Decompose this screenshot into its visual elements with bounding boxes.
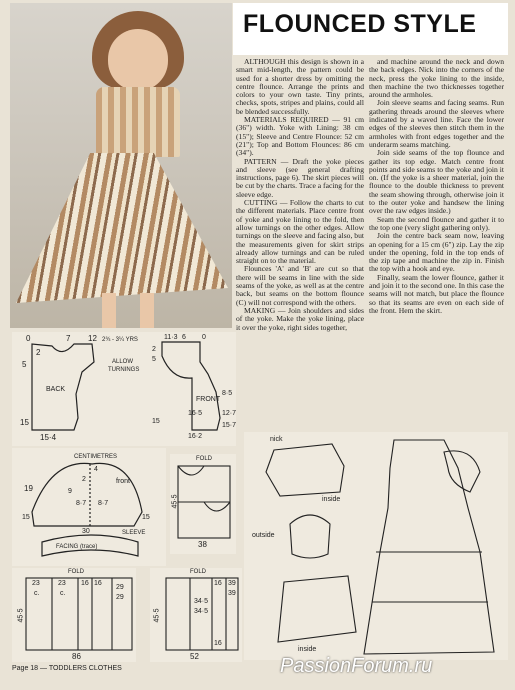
- text-column-1: [236, 58, 364, 332]
- assembly-sketch: [244, 432, 508, 660]
- fold-label: FOLD: [190, 569, 207, 575]
- turnings-label: TURNINGS: [108, 367, 140, 373]
- page-title: FLOUNCED STYLE: [243, 10, 477, 38]
- text-column-2: [369, 58, 504, 315]
- dim-label: 86: [72, 652, 81, 661]
- dim-label: 15·7: [222, 422, 237, 429]
- back-label: BACK: [46, 386, 66, 393]
- dim-label: 16: [94, 580, 102, 587]
- centimetres-label: CENTIMETRES: [74, 454, 118, 460]
- dim-label: 23: [32, 580, 40, 587]
- inside-label: inside: [298, 646, 317, 653]
- front-label: front: [116, 478, 131, 485]
- paragraph: Join side seams of the top flounce and gather its top edge. Match centre front points and side seams to the yoke and join it on. (If the yoke is a sheer material, join the flounce to the double thickness to prevent the seam showing through, otherwise join it to the outer yoke and handsew the lining over the raw edges inside.): [369, 148, 504, 216]
- dim-label: 0: [26, 334, 31, 343]
- photo-face: [108, 29, 168, 91]
- dim-label: 19: [24, 484, 33, 493]
- dim-label: 15: [20, 418, 29, 427]
- photo-skirt: [16, 153, 228, 303]
- yoke-pattern: [12, 332, 236, 446]
- cutting-chart-1-lines: [12, 568, 136, 662]
- dim-label: 45·5: [171, 494, 179, 509]
- sleeve-pattern: [12, 448, 166, 566]
- paragraph: Flounces 'A' and 'B' are cut so that there will be seams in line with the side seams of the yoke, as well as at the centre back, but seams on the bottom flounce (C) will not correspond with the others.: [236, 264, 364, 307]
- photo-bodice: [96, 87, 180, 157]
- dim-label: 6: [182, 334, 186, 341]
- size-range: 2¾ - 3¼ YRS: [102, 337, 138, 343]
- facing-label: FACING (trace): [56, 544, 98, 550]
- dim-label: 12: [88, 334, 97, 343]
- dim-label: 34·5: [194, 598, 209, 605]
- dim-label: 16: [81, 580, 89, 587]
- cutting-chart-1: [12, 568, 136, 662]
- dim-label: 29: [116, 584, 124, 591]
- dim-label: 29: [116, 594, 124, 601]
- paragraph: MAKING — Join shoulders and sides of the yoke. Make the yoke lining, place it over the yoke, right sides together,: [236, 305, 364, 332]
- dim-label: 34·5: [194, 608, 209, 615]
- dim-label: 7: [66, 334, 71, 343]
- dim-label: 15·4: [40, 433, 57, 442]
- dim-label: 16: [214, 580, 222, 587]
- outside-label: outside: [252, 532, 275, 539]
- dim-label: 12·7: [222, 410, 237, 417]
- dim-label: 45·5: [17, 608, 25, 623]
- fold-label: FOLD: [68, 569, 85, 575]
- assembly-sketch-lines: [244, 432, 508, 660]
- fold-chart-small: [170, 454, 236, 554]
- dim-label: 23: [58, 580, 66, 587]
- paragraph: PATTERN — Draft the yoke pieces and sleeve (see general drafting instructions, page 6). The skirt pieces will be cut by the charts. Trace a facing for the sleeve edge.: [236, 156, 364, 199]
- dim-label: 8·7: [76, 500, 87, 507]
- toddler-photo: [10, 3, 232, 328]
- dim-label: 15: [142, 514, 150, 521]
- paragraph: and machine around the neck and down the back edges. Nick into the corners of the neck, press the yoke lining to the inside, then machine the two thicknesses together around the armholes.: [369, 57, 504, 100]
- dim-label: 5: [152, 356, 156, 363]
- dim-label: 30: [82, 528, 90, 535]
- dim-label: c.: [34, 590, 40, 597]
- paragraph: Finally, seam the lower flounce, gather it and join it to the second one. In this case the seams will not match, but place the flounce so that its seams are even on each side of the front. Hem the skirt.: [369, 272, 504, 315]
- front-label: FRONT: [196, 396, 221, 403]
- paragraph: Seam the second flounce and gather it to the top one (very slight gathering only).: [369, 214, 504, 232]
- dim-label: 16·2: [188, 433, 203, 440]
- dim-label: 9: [68, 488, 72, 495]
- dim-label: 2: [82, 476, 86, 483]
- dim-label: 8·7: [98, 500, 109, 507]
- photo-leg-left: [102, 293, 116, 328]
- paragraph: ALTHOUGH this design is shown in a smart mid-length, the pattern could be used for a shorter dress by omitting the centre flounce. Arrange the prints and colors to your own taste. Tiny prints, checks, spots, stripes and plains, could all be blended successfully.: [236, 57, 364, 116]
- dim-label: 16·5: [188, 410, 203, 417]
- dim-label: 52: [190, 652, 199, 661]
- cutting-chart-2: [150, 568, 242, 662]
- dim-label: 0: [202, 334, 206, 341]
- dim-label: 2: [36, 348, 41, 357]
- paragraph: CUTTING — Follow the charts to cut the different materials. Place centre front of yoke and yoke lining to the fold, then allow turnings on the other edges. Allow turnings on the sleeve and facing also, but the measurements given for skirt strips already allow turnings and can be ruled straight on to the material.: [236, 198, 364, 266]
- dim-label: 38: [198, 540, 207, 549]
- dim-label: 4: [94, 466, 98, 473]
- watermark: PassionForum.ru: [280, 655, 433, 677]
- photo-leg-right: [140, 293, 154, 328]
- dim-label: 45·5: [153, 608, 161, 623]
- dim-label: 5: [22, 360, 27, 369]
- paragraph: Join sleeve seams and facing seams. Run gathering threads around the sleeves where indicated by a waved line. Face the lower edges of the sleeves then stitch them in the armholes with front edges together and the underarm seams matching.: [369, 98, 504, 149]
- dim-label: 16: [214, 640, 222, 647]
- dim-label: 39: [228, 590, 236, 597]
- dim-label: c.: [60, 590, 66, 597]
- paragraph: Join the centre back seam now, leaving an opening for a 15 cm (6") zip. Lay the zip under the opening, fold in the top ends of the zip tape and machine the zip in. Finish the top with a hook and eye.: [369, 231, 504, 274]
- fold-label: FOLD: [196, 456, 213, 462]
- dim-label: 15: [22, 514, 30, 521]
- dim-label: 11·3: [164, 334, 178, 341]
- dim-label: 8·5: [222, 390, 233, 397]
- paragraph: MATERIALS REQUIRED — 91 cm (36") width. Yoke with Lining: 38 cm (15"); Sleeve and Centre Flounce: 52 cm (21"); Top and Bottom Flounces: 86 cm (34").: [236, 115, 364, 158]
- page-footer: Page 18 — TODDLERS CLOTHES: [12, 665, 122, 672]
- fold-chart-small-lines: [170, 454, 236, 554]
- nick-label: nick: [270, 436, 283, 443]
- sleeve-label: SLEEVE: [122, 530, 146, 536]
- dim-label: 2: [152, 346, 156, 353]
- inside-label: inside: [322, 496, 341, 503]
- dim-label: 39: [228, 580, 236, 587]
- dim-label: 15: [152, 418, 160, 425]
- allow-label: ALLOW: [112, 359, 134, 365]
